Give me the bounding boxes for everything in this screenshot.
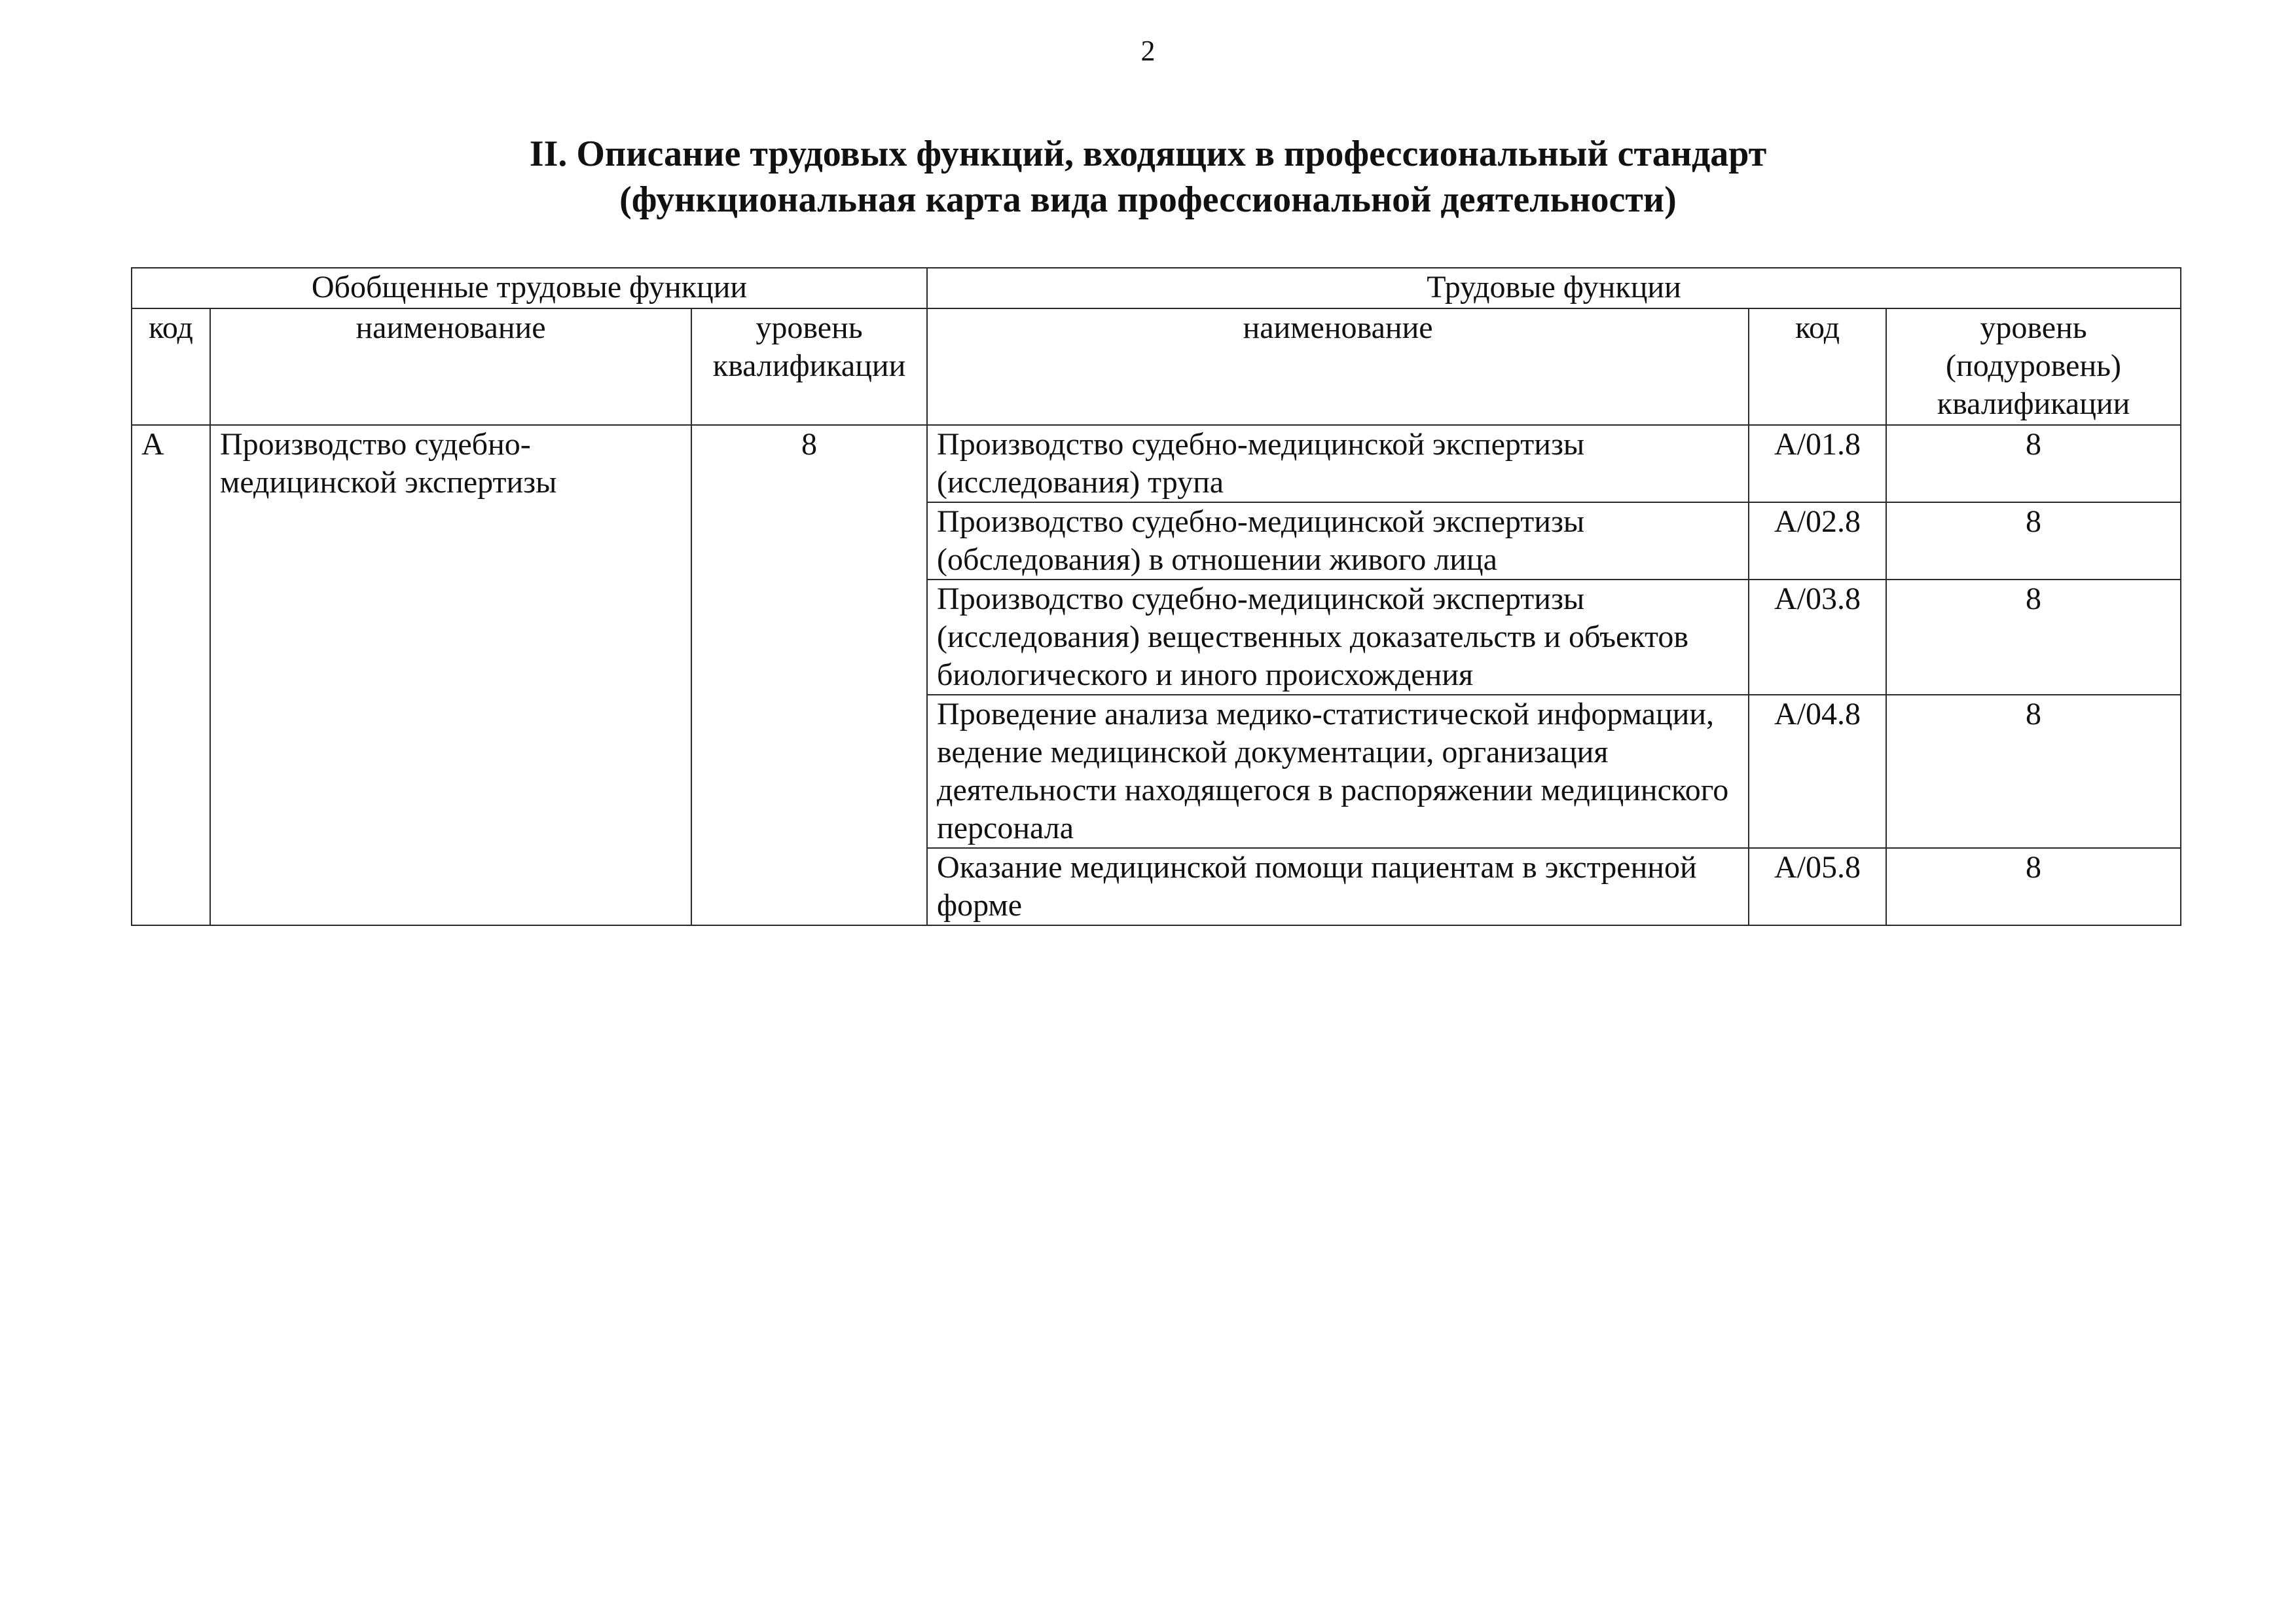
labor-function-code: A/04.8 [1749,695,1886,848]
labor-function-level: 8 [1886,695,2181,848]
group-header-row [132,268,2181,308]
labor-function-name: Оказание медицинской помощи пациентам в экстренной форме [927,848,1749,925]
gen-function-code: A [132,425,210,925]
section-title-line-2: (функциональная карта вида профессиональной деятельности) [619,179,1677,220]
header-gen-code: код [132,308,210,425]
page-number: 2 [1140,35,1156,67]
gen-function-name: Производство судебно-медицинской экспертизы [210,425,691,925]
labor-function-code: A/01.8 [1749,425,1886,502]
section-title [0,131,2296,223]
labor-function-level: 8 [1886,502,2181,580]
labor-function-code: A/05.8 [1749,848,1886,925]
header-gen-name: наименование [210,308,691,425]
labor-function-level: 8 [1886,580,2181,695]
header-tf-level: уровень (подуровень) квалификации [1886,308,2181,425]
table-row [132,425,2181,502]
labor-function-code: A/03.8 [1749,580,1886,695]
labor-function-name: Производство судебно-медицинской экспертизы (обследования) в отношении живого лица [927,502,1749,580]
labor-function-code: A/02.8 [1749,502,1886,580]
header-tf-code: код [1749,308,1886,425]
section-title-line-1: II. Описание трудовых функций, входящих в профессиональный стандарт [529,134,1767,174]
labor-function-level: 8 [1886,425,2181,502]
header-generalized-functions: Обобщенные трудовые функции [132,268,927,308]
header-tf-name: наименование [927,308,1749,425]
labor-function-name: Производство судебно-медицинской экспертизы (исследования) вещественных доказательств и объектов биологического и иного происхождения [927,580,1749,695]
gen-function-level: 8 [691,425,927,925]
functional-map-table [131,267,2181,926]
column-header-row [132,308,2181,425]
labor-function-level: 8 [1886,848,2181,925]
labor-function-name: Производство судебно-медицинской экспертизы (исследования) трупа [927,425,1749,502]
header-labor-functions: Трудовые функции [927,268,2181,308]
header-gen-level: уровень квалификации [691,308,927,425]
labor-function-name: Проведение анализа медико-статистической информации, ведение медицинской документации, организация деятельности находящегося в распоряжении медицинского персонала [927,695,1749,848]
